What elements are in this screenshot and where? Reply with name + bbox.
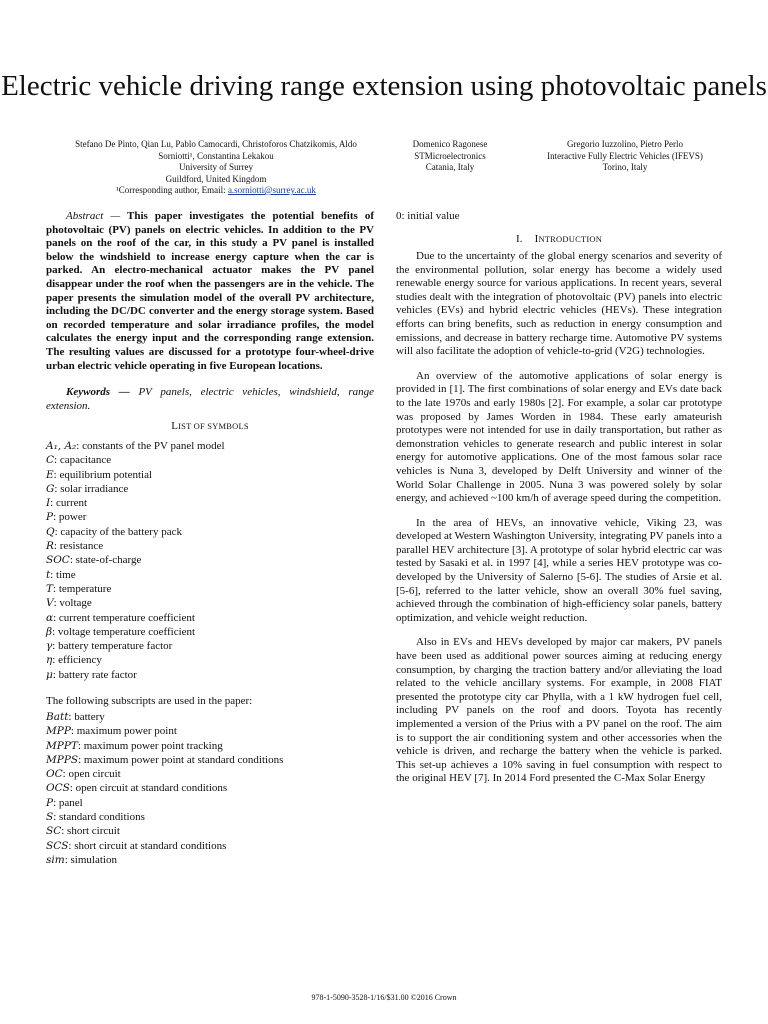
corresponding-author-line xyxy=(40,185,392,197)
subscript-entry xyxy=(46,710,374,724)
symbol-name: MPPT xyxy=(46,739,78,752)
body-paragraph: Also in EVs and HEVs developed by major car makers, PV panels have been used as additional power sources aiming at reducing energy consumption, by charging the traction battery and/or alleviating the load related to the vehicle ancillary systems. For example, in 2008 FIAT presented the prototype city car Phylla, with a 1 kW hydrogen fuel cell, including PV panels on the roof and doors. Toyota has recently implemented a version of the Prius with a PV panel on the roof. The aim is to support the air conditioning system and other accessories when the vehicle is driven, and recharge the battery when the vehicle is parked. This set-up achieves a 10% saving in fuel consumption with respect to the original HEV [7]. In 2014 Ford presented the C-Max Solar Energy xyxy=(396,636,722,785)
symbol-description: : open circuit xyxy=(62,768,121,781)
affiliation-line: Guildford, United Kingdom xyxy=(165,173,267,184)
body-paragraph: Due to the uncertainty of the global energy scenarios and severity of the environmental pollution, solar energy has become a widely used renewable energy source for various applications. In recent years, several studies dealt with the integration of photovoltaic (PV) panels into electric vehicles (EVs) and hybrid electric vehicles (HEVs). These integration efforts can bring benefits, such as reduction in energy consumption and emissions, and decrease in battery recharge time. Automotive PV systems will also facilitate the adoption of vehicle-to-grid (V2G) technologies. xyxy=(396,250,722,358)
symbol-name: T xyxy=(46,582,54,595)
corresponding-author-label: ¹Corresponding author, Email: xyxy=(116,185,228,195)
symbol-name: I xyxy=(46,497,51,510)
symbol-name: Q xyxy=(46,525,55,538)
symbol-description: : capacity of the battery pack xyxy=(54,525,182,538)
author-line: Stefano De Pinto, Qian Lu, Pablo Camocardi, Christoforos Chatzikomis, Aldo xyxy=(75,139,357,149)
affiliation-line: STMicroelectronics xyxy=(414,150,486,161)
keywords xyxy=(46,386,374,413)
symbol-entry xyxy=(46,568,374,582)
symbol-description: : battery rate factor xyxy=(52,668,137,681)
symbol-entry xyxy=(46,553,374,567)
symbol-description: : standard conditions xyxy=(53,811,145,824)
symbol-entry xyxy=(46,453,374,467)
email-link[interactable]: a.sorniotti@surrey.ac.uk xyxy=(227,185,316,195)
symbol-entry xyxy=(46,539,374,553)
symbols-heading xyxy=(46,420,374,432)
symbol-entry xyxy=(46,439,374,453)
symbol-description: : power xyxy=(53,511,87,524)
symbol-name: α xyxy=(46,611,54,624)
symbol-description: : temperature xyxy=(53,582,112,595)
copyright-footer: 978-1-5090-3528-1/16/$31.00 ©2016 Crown xyxy=(311,993,457,1002)
symbol-description: : battery temperature factor xyxy=(52,640,173,653)
introduction-body xyxy=(396,250,722,797)
subscript-entry xyxy=(46,781,374,795)
symbol-entry xyxy=(46,625,374,639)
body-paragraph: In the area of HEVs, an innovative vehicle, Viking 23, was developed at Western Washington University, integrating PV panels into a parallel HEV architecture [3]. A prototype of solar hybrid electric car was tested by Sasaki et al. in 1997 [4], while a series HEV prototype was co-developed by the University of Salerno [5-6]. The studies of Arsie et al. [5-6], referred to the latter vehicle, show an overall 30% fuel saving, achieved through the combination of high-efficiency solar panels, battery optimization, and vehicle weight reduction. xyxy=(396,516,722,624)
symbol-description: : resistance xyxy=(53,540,104,553)
symbol-name: SCS xyxy=(46,839,69,852)
symbol-description: : constants of the PV panel model xyxy=(76,440,225,452)
symbol-description: : short circuit at standard conditions xyxy=(68,839,227,852)
symbol-name: R xyxy=(46,540,54,553)
symbol-description: : voltage xyxy=(53,597,92,610)
symbol-description: : simulation xyxy=(64,853,117,866)
symbol-name: A₁, A₂ xyxy=(46,440,77,452)
abstract xyxy=(46,210,374,373)
symbol-description: : maximum power point xyxy=(70,725,177,738)
heading-initial: L xyxy=(171,420,179,432)
symbol-name: P xyxy=(46,796,54,809)
symbol-name: η xyxy=(46,654,53,667)
symbol-description: : time xyxy=(50,568,76,581)
author-block-st xyxy=(395,139,505,174)
symbol-name: sim xyxy=(46,853,65,866)
symbol-description: : solar irradiance xyxy=(54,482,129,495)
subscript-entry xyxy=(46,753,374,767)
symbol-name: C xyxy=(46,454,55,467)
abstract-text: This paper investigates the potential benefits of photovoltaic (PV) panels on electric vehicles. In addition to the PV panels on the roof of the car, in this study a PV panel is installed below the windshield to increase energy capture when the car is parked. An electro-mechanical actuator makes the PV panel disappear under the roof when the passengers are in the vehicle. The paper presents the simulation model of the overall PV architecture, including the DC/DC converter and the energy storage system. Based on recorded temperature and solar irradiance profiles, the model calculates the energy input and the corresponding range extension. The resulting values are discussed for a prototype four-wheel-drive urban electric vehicle operating in five European locations. xyxy=(46,210,374,372)
symbol-description: : maximum power point tracking xyxy=(77,739,223,752)
subscript-entry xyxy=(46,796,374,810)
abstract-label: Abstract — xyxy=(66,210,121,222)
affiliation-line: Interactive Fully Electric Vehicles (IFEVS) xyxy=(547,150,703,161)
symbol-description: : current xyxy=(50,497,88,510)
subscript-list xyxy=(46,710,374,867)
subscript-entry xyxy=(46,839,374,853)
symbol-entry xyxy=(46,468,374,482)
symbol-list xyxy=(46,439,374,682)
paper-title: Electric vehicle driving range extension using photovoltaic panels xyxy=(1,70,767,102)
subscript-entry xyxy=(46,853,374,867)
subscript-entry xyxy=(46,810,374,824)
symbol-description: : state-of-charge xyxy=(69,554,142,567)
symbol-entry xyxy=(46,596,374,610)
body-paragraph: An overview of the automotive applications of solar energy is provided in [1]. The first combinations of solar energy and EVs date back to the late 1970s and early 1980s [2]. For example, a solar car prototype was proposed by James Worden in 1984. These early amateurish prototypes were not intended for use in daily transportation, but rather as demonstration vehicles to generate research and public interest in solar energy for automotive applications. One of the most famous solar race vehicles is Nuna 3, developed by Delft University and winner of the World Solar Challenge in 2005. Nuna 3 was powered solely by solar energy, and achieved ~100 km/h of average speed during the competition. xyxy=(396,369,722,505)
symbol-description: : equilibrium potential xyxy=(53,468,153,481)
symbol-name: β xyxy=(46,625,53,638)
affiliation-line: University of Surrey xyxy=(179,162,253,172)
heading-rest: IST OF SYMBOLS xyxy=(178,421,249,431)
symbol-name: E xyxy=(46,468,54,481)
heading-rest: NTRODUCTION xyxy=(538,234,603,244)
subscripts-intro: The following subscripts are used in the paper: xyxy=(46,695,253,707)
subscript-entry xyxy=(46,739,374,753)
heading-initial: I xyxy=(534,233,539,245)
symbol-description: : efficiency xyxy=(52,654,102,667)
symbol-description: : current temperature coefficient xyxy=(53,611,195,624)
symbol-name: μ xyxy=(46,668,53,681)
symbol-description: : battery xyxy=(68,711,105,723)
author-line: Sorniotti¹, Constantina Lekakou xyxy=(158,150,274,161)
symbol-description: : capacitance xyxy=(54,454,112,467)
section-number: I. xyxy=(515,233,523,245)
symbol-name: MPPS xyxy=(46,753,79,766)
symbol-entry xyxy=(46,482,374,496)
author-block-ifevs xyxy=(522,139,728,174)
symbol-name: S xyxy=(46,811,54,824)
symbol-description: : open circuit at standard conditions xyxy=(69,782,228,795)
author-block-surrey xyxy=(40,139,392,197)
symbol-description: : voltage temperature coefficient xyxy=(52,625,196,638)
subscript-entry xyxy=(46,824,374,838)
symbol-entry xyxy=(46,582,374,596)
symbol-description: : short circuit xyxy=(61,825,120,838)
symbol-name: G xyxy=(46,482,55,495)
symbol-entry xyxy=(46,496,374,510)
symbol-entry xyxy=(46,653,374,667)
symbol-name: γ xyxy=(46,640,53,653)
symbol-entry xyxy=(46,639,374,653)
symbol-name: V xyxy=(46,597,54,610)
introduction-heading xyxy=(396,233,722,245)
author-line: Gregorio Iuzzolino, Pietro Perlo xyxy=(567,139,683,149)
symbol-name: t xyxy=(46,568,51,581)
symbol-name: SC xyxy=(46,825,62,838)
symbol-entry xyxy=(46,668,374,682)
affiliation-line: Catania, Italy xyxy=(425,162,475,172)
symbol-entry xyxy=(46,611,374,625)
symbol-description: : maximum power point at standard conditions xyxy=(78,753,284,766)
symbol-name: OC xyxy=(46,768,63,781)
subscript-entry xyxy=(46,767,374,781)
initial-value-symbol: 0: initial value xyxy=(396,210,460,222)
affiliation-line: Torino, Italy xyxy=(602,162,648,172)
keywords-text: PV panels, electric vehicles, windshield, range extension. xyxy=(46,386,375,412)
symbol-name: OCS xyxy=(46,782,70,795)
symbol-name: MPP xyxy=(46,725,71,738)
author-line: Domenico Ragonese xyxy=(412,139,488,149)
symbol-name: P xyxy=(46,511,54,524)
symbol-name: Batt xyxy=(46,711,69,723)
symbol-entry xyxy=(46,525,374,539)
symbol-name: SOC xyxy=(46,554,70,567)
symbol-entry xyxy=(46,510,374,524)
keywords-label: Keywords — xyxy=(66,386,130,398)
subscript-entry xyxy=(46,724,374,738)
symbol-description: : panel xyxy=(53,796,83,809)
